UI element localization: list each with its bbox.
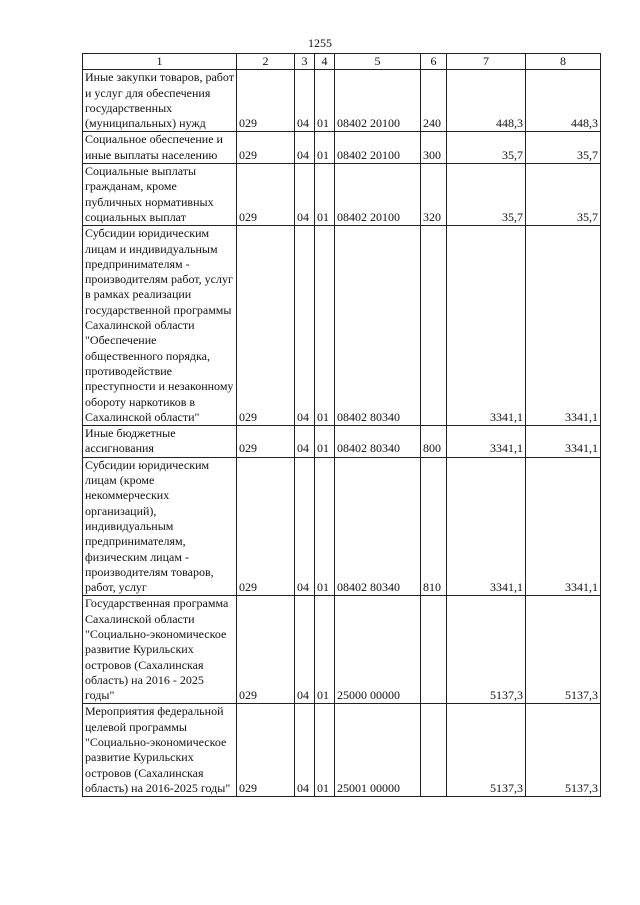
table-row [83,132,601,164]
section-code: 04 [295,132,315,164]
ministry-code: 029 [237,457,295,596]
subsection-code: 01 [315,164,335,226]
budget-table [82,53,601,797]
row-name: Субсидии юридическим лицам и индивидуальным предпринимателям - производителям работ, услуг в рамках реализации государственной программы Сахалинской области "Обеспечение общественного порядка, противодействие преступности и незаконному обороту наркотиков в Сахалинской области" [83,226,237,426]
section-code: 04 [295,704,315,797]
subsection-code: 01 [315,596,335,704]
ministry-code: 029 [237,426,295,458]
row-name: Мероприятия федеральной целевой программы "Социально-экономическое развитие Курильских островов (Сахалинская область) на 2016-2025 годы" [83,704,237,797]
subsection-code: 01 [315,457,335,596]
ministry-code: 029 [237,226,295,426]
column-header: 4 [315,54,335,70]
amount-column-7: 35,7 [447,164,526,226]
amount-column-8: 3341,1 [526,426,601,458]
expense-type-code: 810 [421,457,447,596]
amount-column-7: 35,7 [447,132,526,164]
row-name: Иные бюджетные ассигнования [83,426,237,458]
ministry-code: 029 [237,704,295,797]
amount-column-7: 448,3 [447,70,526,132]
target-article-code: 08402 80340 [335,426,421,458]
row-name: Иные закупки товаров, работ и услуг для обеспечения государственных (муниципальных) нужд [83,70,237,132]
ministry-code: 029 [237,70,295,132]
subsection-code: 01 [315,70,335,132]
amount-column-7: 3341,1 [447,426,526,458]
column-header: 2 [237,54,295,70]
amount-column-8: 35,7 [526,132,601,164]
amount-column-8: 3341,1 [526,226,601,426]
column-header: 6 [421,54,447,70]
amount-column-7: 5137,3 [447,704,526,797]
row-name: Государственная программа Сахалинской области "Социально-экономическое развитие Курильских островов (Сахалинская область) на 2016 - 2025 годы" [83,596,237,704]
amount-column-7: 5137,3 [447,596,526,704]
ministry-code: 029 [237,164,295,226]
section-code: 04 [295,426,315,458]
section-code: 04 [295,596,315,704]
amount-column-8: 3341,1 [526,457,601,596]
subsection-code: 01 [315,132,335,164]
expense-type-code: 320 [421,164,447,226]
column-header: 5 [335,54,421,70]
section-code: 04 [295,457,315,596]
table-row [83,596,601,704]
subsection-code: 01 [315,704,335,797]
target-article-code: 25000 00000 [335,596,421,704]
expense-type-code [421,226,447,426]
amount-column-7: 3341,1 [447,457,526,596]
target-article-code: 08402 80340 [335,226,421,426]
subsection-code: 01 [315,426,335,458]
amount-column-8: 448,3 [526,70,601,132]
column-header: 8 [526,54,601,70]
column-header: 1 [83,54,237,70]
amount-column-8: 35,7 [526,164,601,226]
row-name: Субсидии юридическим лицам (кроме некоммерческих организаций), индивидуальным предпринимателям, физическим лицам - производителям товаров, работ, услуг [83,457,237,596]
column-header: 3 [295,54,315,70]
expense-type-code [421,596,447,704]
expense-type-code: 800 [421,426,447,458]
target-article-code: 08402 20100 [335,164,421,226]
page-number: 1255 [308,36,332,50]
row-name: Социальное обеспечение и иные выплаты населению [83,132,237,164]
section-code: 04 [295,70,315,132]
amount-column-7: 3341,1 [447,226,526,426]
ministry-code: 029 [237,132,295,164]
expense-type-code: 300 [421,132,447,164]
expense-type-code [421,704,447,797]
target-article-code: 08402 20100 [335,70,421,132]
target-article-code: 08402 80340 [335,457,421,596]
target-article-code: 08402 20100 [335,132,421,164]
column-header: 7 [447,54,526,70]
amount-column-8: 5137,3 [526,704,601,797]
header-row [83,54,601,70]
section-code: 04 [295,226,315,426]
row-name: Социальные выплаты гражданам, кроме публичных нормативных социальных выплат [83,164,237,226]
table-row [83,164,601,226]
table-row [83,70,601,132]
ministry-code: 029 [237,596,295,704]
subsection-code: 01 [315,226,335,426]
expense-type-code: 240 [421,70,447,132]
target-article-code: 25001 00000 [335,704,421,797]
table-row [83,704,601,797]
amount-column-8: 5137,3 [526,596,601,704]
table-row [83,226,601,426]
table-row [83,457,601,596]
section-code: 04 [295,164,315,226]
table-row [83,426,601,458]
